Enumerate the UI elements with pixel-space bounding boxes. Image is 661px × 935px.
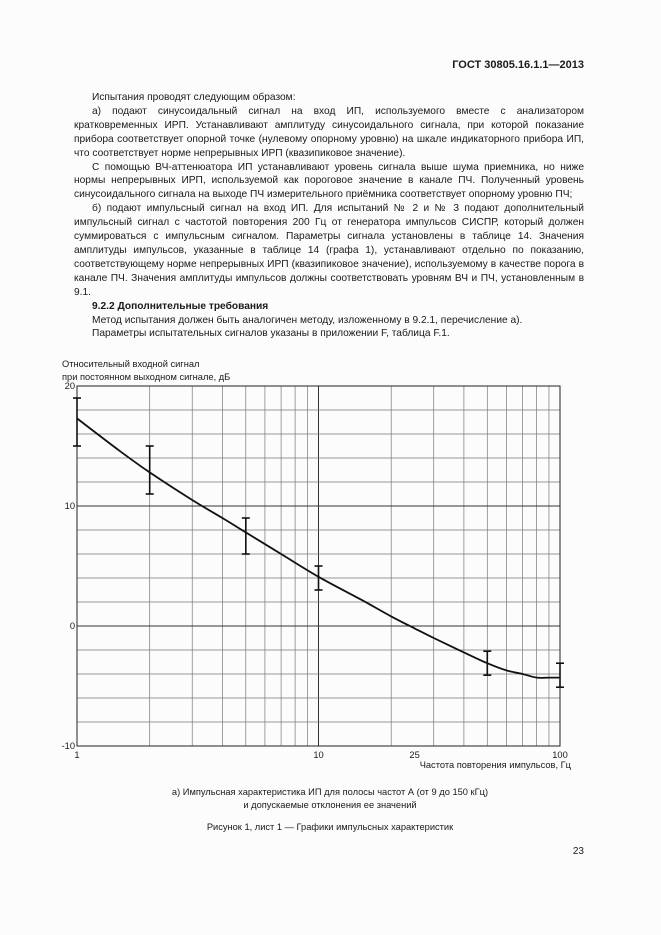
chart-xlabel: Частота повторения импульсов, Гц (419, 760, 571, 770)
chart-ylabel-line2: при постоянном выходном сигнале, дБ (62, 371, 231, 382)
paragraph-parameters: Параметры испытательных сигналов указаны в приложении F, таблица F.1. (92, 328, 450, 340)
ytick-label: 0 (69, 621, 75, 631)
document-header: ГОСТ 30805.16.1.1—2013 (452, 59, 584, 71)
paragraph-a: а) подают синусоидальный сигнал на вход ИП, используемого вместе с анализатором кратковременных ИРП. Устанавливают амплитуду синусоидального сигнала, при которой показание прибора соответствует опорной точке (нулевому опорному уровню) на шкале индикаторного прибора ИП, что соответствует норме непрерывных ИРП (квазипиковое значение). (74, 105, 584, 159)
subfigure-caption (120, 786, 540, 811)
error-bar (73, 398, 81, 446)
caption-line1: а) Импульсная характеристика ИП для полосы частот А (от 9 до 150 кГц) (171, 787, 489, 797)
paragraph-b: б) подают импульсный сигнал на вход ИП. Для испытаний № 2 и № 3 подают дополнительный импульсный сигнал с частотой повторения 200 Гц от генератора импульсов СИСПР, который должен суммироваться с импульсным сигналом. Параметры сигнала установлены в таблице 14. Значения амплитуды импульсов, указанные в таблице 14 (графа 1), устанавливают отдельно по показанию, соответствующему норме непрерывных ИРП (квазипиковое значение), используемому в качестве порога в канале ПЧ. Значения амплитуды импульсов должны соответствовать уровням ВЧ и ПЧ, установленным в 9.1. (74, 203, 584, 298)
figure-caption: Рисунок 1, лист 1 — Графики импульсных характеристик (206, 822, 454, 832)
paragraph-attenuator: С помощью ВЧ-аттенюатора ИП устанавливают уровень сигнала выше шума приемника, но ниже нормы непрерывных ИРП, используемой как пороговое значение в канале ПЧ. Полученный уровень синусоидального сигнала на выходе ПЧ измерительного приёмника соответствует опорному уровню ПЧ; (74, 161, 584, 201)
xtick-label: 1 (74, 750, 80, 760)
xtick-label: 10 (313, 750, 324, 760)
tick-labels (62, 381, 568, 760)
ytick-label: 10 (64, 501, 75, 511)
paragraph-intro: Испытания проводят следующим образом: (92, 92, 296, 103)
xtick-label: 25 (409, 750, 420, 760)
caption-line2: и допускаемые отклонения ее значений (243, 799, 417, 810)
xtick-label: 100 (552, 750, 568, 760)
error-bar (556, 663, 564, 687)
error-bar (242, 518, 250, 554)
page-number: 23 (572, 846, 584, 857)
ytick-label: -10 (61, 741, 75, 751)
ytick-label: 20 (64, 381, 75, 391)
paragraph-method: Метод испытания должен быть аналогичен методу, изложенному в 9.2.1, перечисление а). (92, 314, 523, 326)
chart-ylabel-line1: Относительный входной сигнал (62, 359, 200, 369)
section-heading: 9.2.2 Дополнительные требования (92, 300, 269, 312)
